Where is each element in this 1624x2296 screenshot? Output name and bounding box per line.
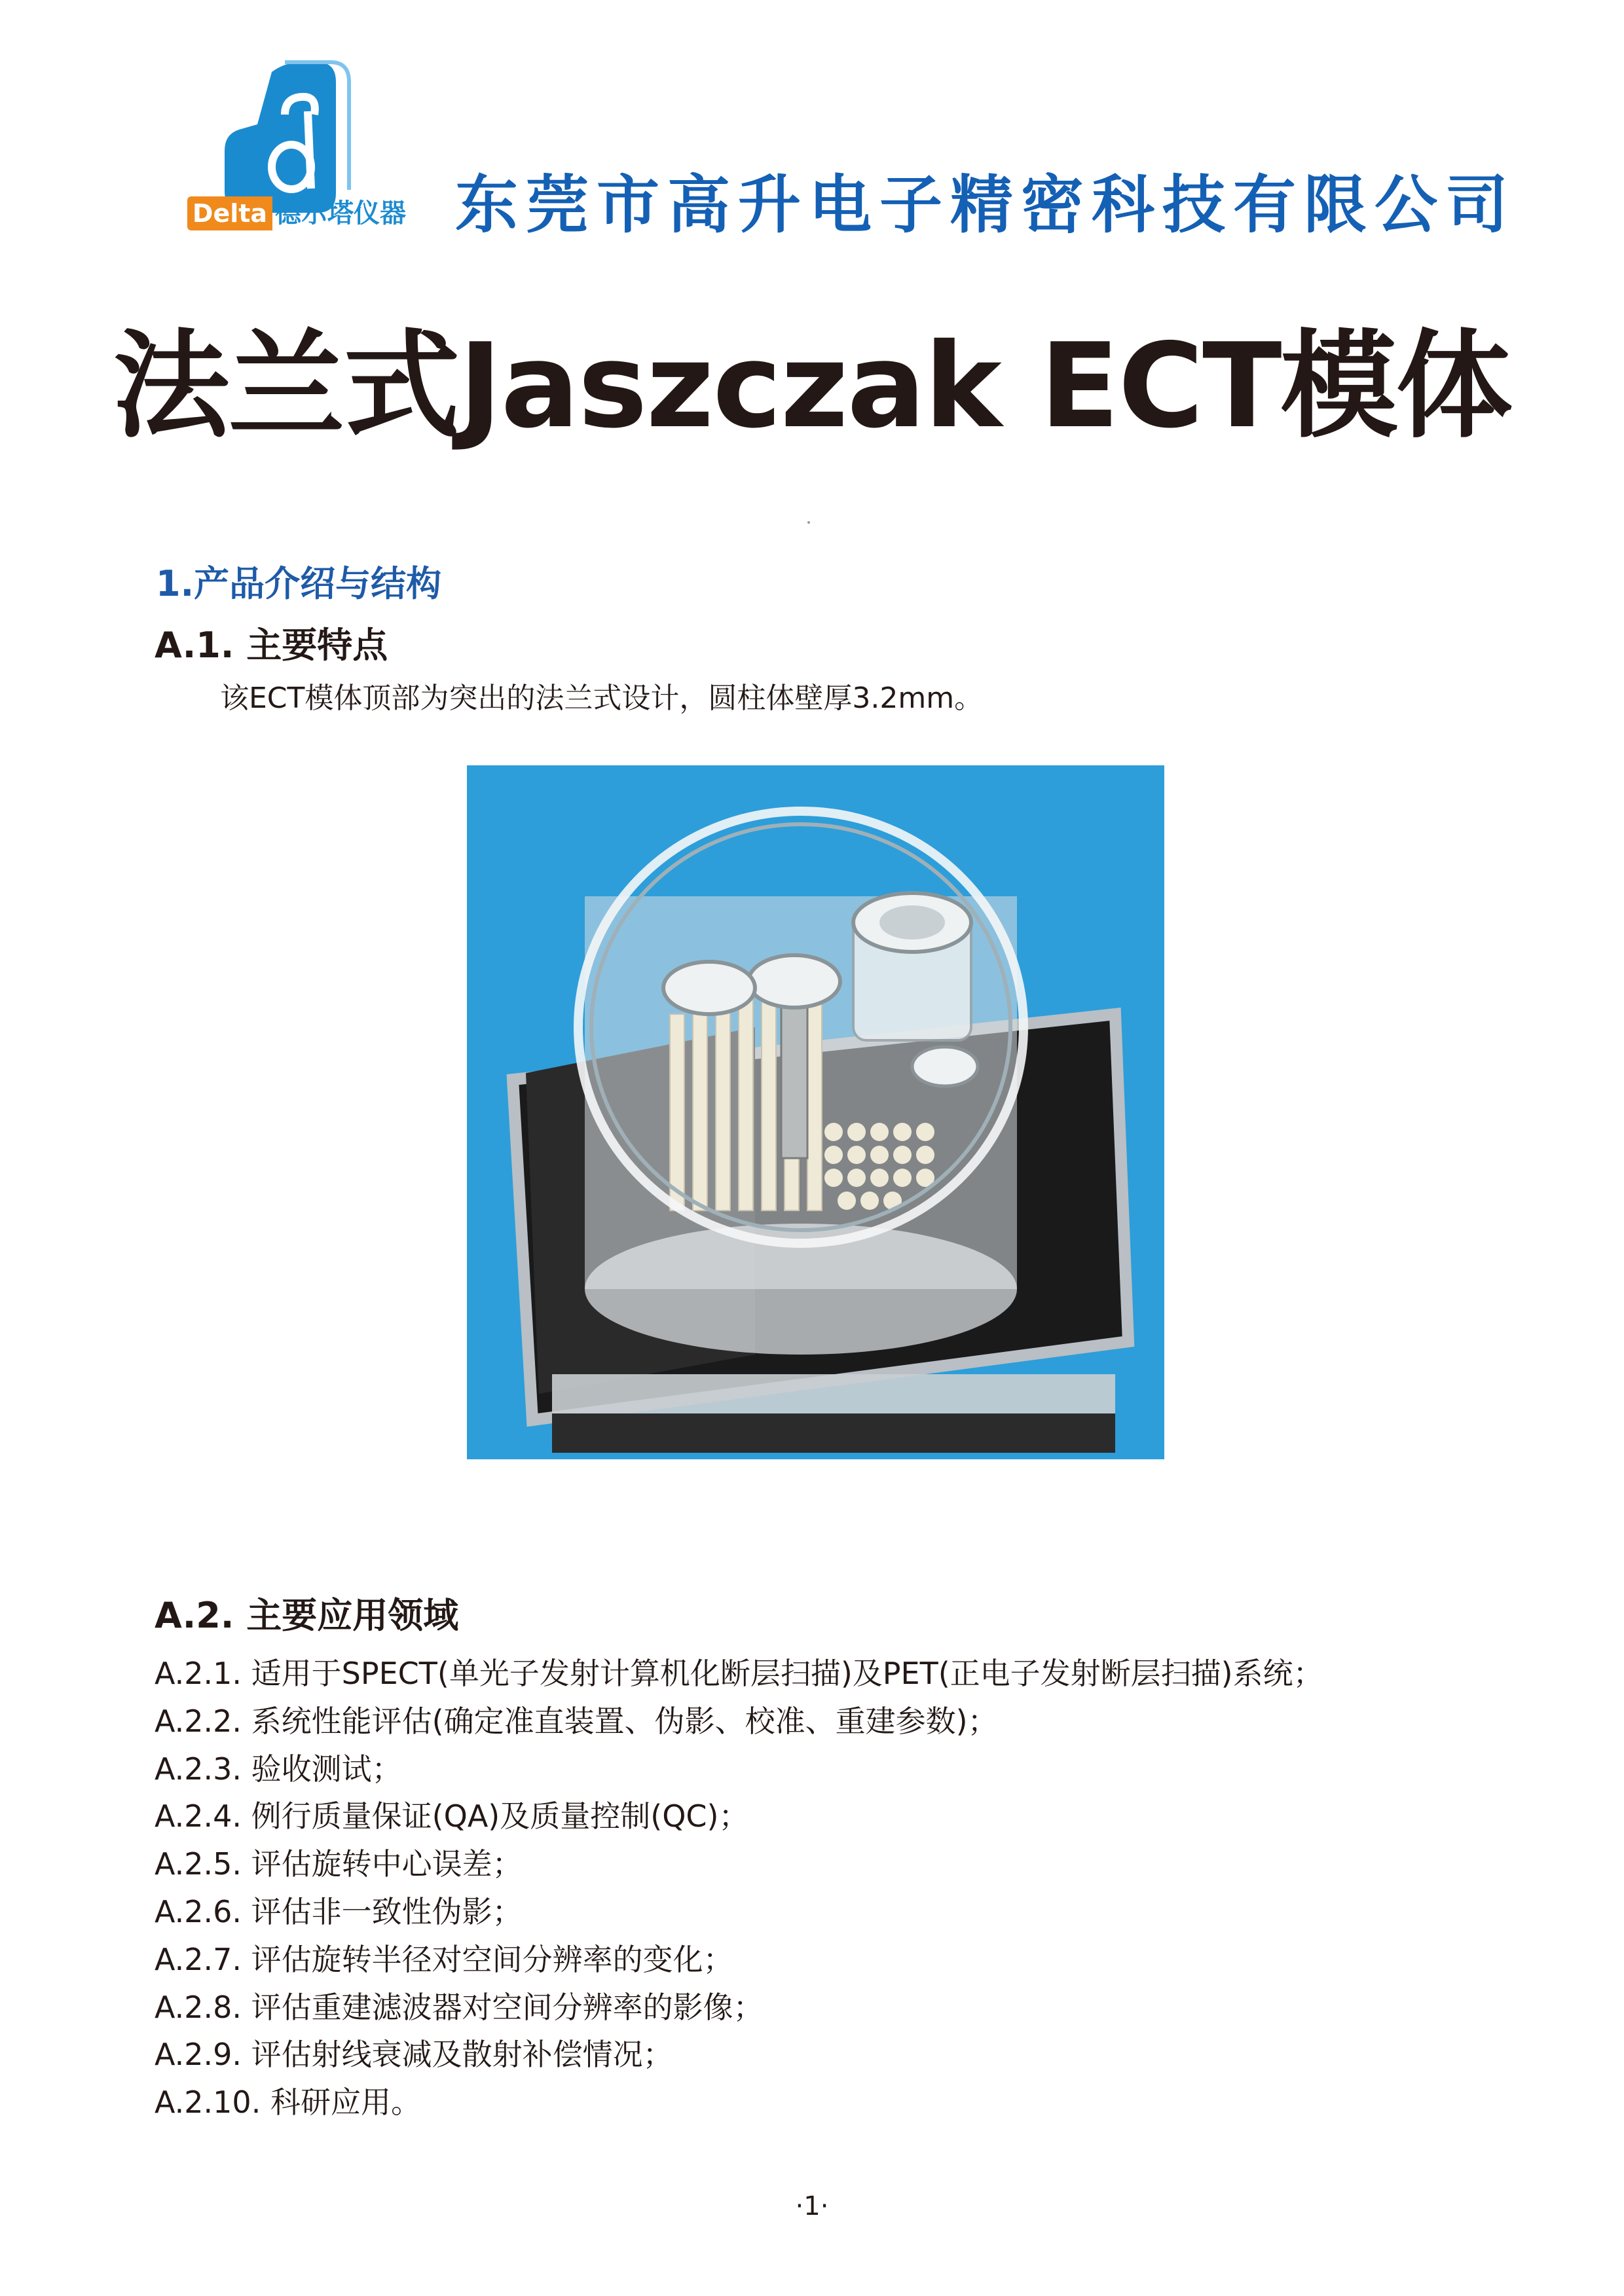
product-photo <box>467 765 1164 1459</box>
subheading-applications: A.2. 主要应用领域 <box>155 1595 459 1636</box>
features-paragraph: 该ECT模体顶部为突出的法兰式设计，圆柱体壁厚3.2mm。 <box>220 682 984 715</box>
logo-brand: Delta <box>187 196 272 230</box>
list-item: A.2.1. 适用于SPECT(单光子发射计算机化断层扫描)及PET(正电子发射断层扫描)系统； <box>155 1656 1323 1691</box>
list-item: A.2.5. 评估旋转中心误差； <box>155 1846 523 1882</box>
logo-name: 德尔塔仪器 <box>275 198 406 228</box>
list-item: A.2.10. 科研应用。 <box>155 2085 421 2121</box>
list-item: A.2.6. 评估非一致性伪影； <box>155 1893 523 1929</box>
list-item: A.2.8. 评估重建滤波器对空间分辨率的影像； <box>155 1989 764 2025</box>
document-title: 法兰式Jaszczak ECT模体 <box>113 318 1511 454</box>
applications-list <box>155 1650 1530 2126</box>
list-item: A.2.3. 验收测试； <box>155 1751 402 1787</box>
company-name: 东莞市高升电子精密科技有限公司 <box>455 168 1516 242</box>
list-item: A.2.4. 例行质量保证(QA)及质量控制(QC)； <box>155 1798 749 1834</box>
separator-dot <box>807 521 810 524</box>
page-number: ·1· <box>795 2191 829 2221</box>
list-item: A.2.9. 评估射线衰减及散射补偿情况； <box>155 2037 673 2073</box>
list-item: A.2.7. 评估旋转半径对空间分辨率的变化； <box>155 1941 733 1977</box>
logo-wordmark <box>187 196 407 230</box>
list-item: A.2.2. 系统性能评估(确定准直装置、伪影、校准、重建参数)； <box>155 1703 998 1739</box>
section-heading-intro: 1.产品介绍与结构 <box>156 563 442 604</box>
subheading-features: A.1. 主要特点 <box>155 625 388 666</box>
phantom-illustration <box>467 765 1164 1459</box>
